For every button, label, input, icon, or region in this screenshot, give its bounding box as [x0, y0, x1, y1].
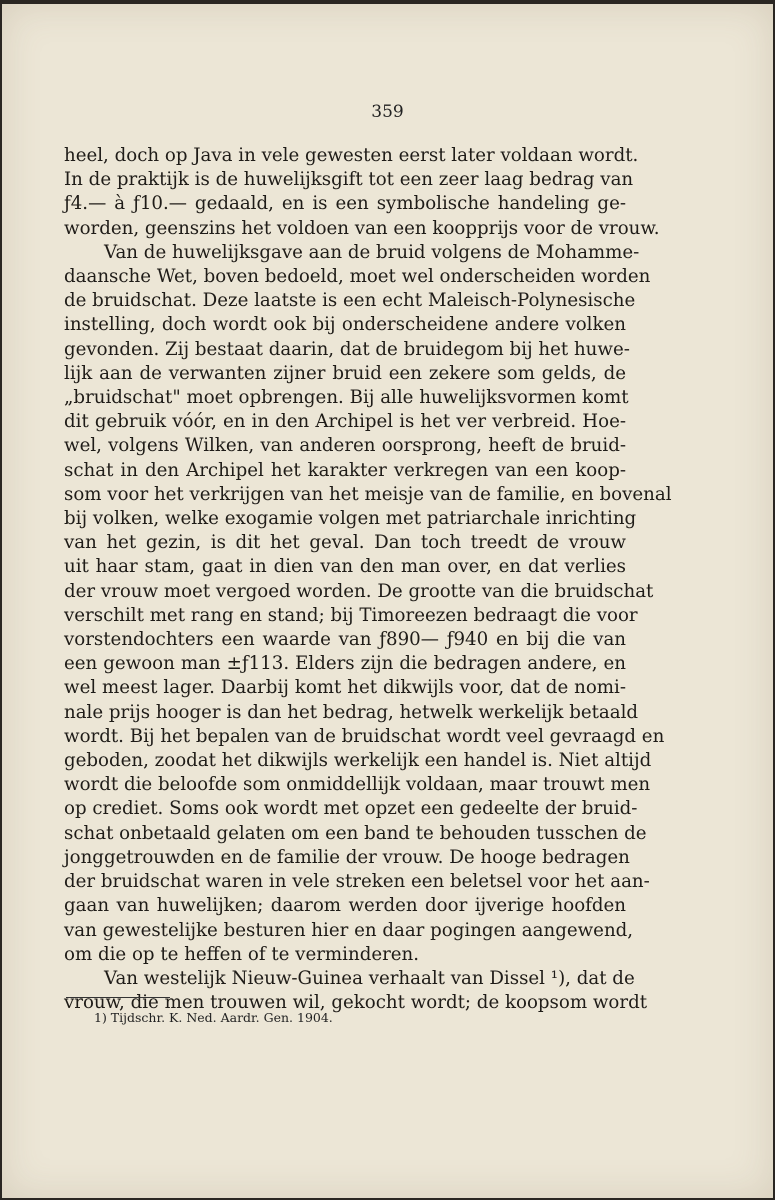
text-line: vorstendochters een waarde van ƒ890— ƒ940 en bij die van: [64, 629, 626, 651]
text-line: op crediet. Soms ook wordt met opzet een gedeelte der bruid-: [64, 798, 638, 820]
text-line: lijk aan de verwanten zijner bruid een zekere som gelds, de: [64, 362, 626, 384]
text-line: instelling, doch wordt ook bij onderscheidene andere volken: [64, 314, 626, 336]
body-text: [64, 144, 672, 1015]
text-line: nale prijs hooger is dan het bedrag, hetwelk werkelijk betaald: [64, 701, 639, 723]
text-line: om die op te heffen of te verminderen.: [64, 943, 420, 965]
text-line: een gewoon man ±ƒ113. Elders zijn die bedragen andere, en: [64, 653, 626, 675]
text-line: Van westelijk Nieuw-Guinea verhaalt van Dissel ¹), dat de: [104, 967, 635, 989]
footnote-divider: [66, 997, 170, 998]
text-line: gevonden. Zij bestaat daarin, dat de bruidegom bij het huwe-: [64, 338, 630, 360]
text-line: „bruidschat" moet opbrengen. Bij alle huwelijksvormen komt: [64, 387, 629, 409]
text-line: geboden, zoodat het dikwijls werkelijk een handel is. Niet altijd: [64, 750, 652, 772]
text-line: worden, geenszins het voldoen van een koopprijs voor de vrouw.: [64, 217, 660, 239]
text-line: de bruidschat. Deze laatste is een echt Maleisch-Polynesische: [64, 290, 636, 312]
text-line: uit haar stam, gaat in dien van den man over, en dat verlies: [64, 556, 626, 578]
text-line: wel meest lager. Daarbij komt het dikwijls voor, dat de nomi-: [64, 677, 626, 699]
text-line: gaan van huwelijken; daarom werden door ijverige hoofden: [64, 895, 626, 917]
page-number: 359: [371, 102, 404, 122]
text-line: Van de huwelijksgave aan de bruid volgens de Mohamme-: [104, 241, 640, 263]
footnote: 1) Tijdschr. K. Ned. Aardr. Gen. 1904.: [94, 1010, 333, 1025]
text-line: bij volken, welke exogamie volgen met patriarchale inrichting: [64, 508, 637, 530]
text-line: der bruidschat waren in vele streken een beletsel voor het aan-: [64, 871, 650, 893]
text-line: In de praktijk is de huwelijksgift tot een zeer laag bedrag van: [64, 169, 634, 191]
text-line: heel, doch op Java in vele gewesten eerst later voldaan wordt.: [64, 145, 639, 166]
text-line: som voor het verkrijgen van het meisje van de familie, en bovenal: [64, 483, 672, 505]
text-line: schat onbetaald gelaten om een band te behouden tusschen de: [64, 822, 647, 844]
book-page: [2, 4, 773, 1198]
text-line: der vrouw moet vergoed worden. De grootte van die bruidschat: [64, 580, 654, 602]
text-line: daansche Wet, boven bedoeld, moet wel onderscheiden worden: [64, 266, 651, 288]
text-line: van het gezin, is dit het geval. Dan toch treedt de vrouw: [64, 532, 626, 554]
text-line: schat in den Archipel het karakter verkregen van een koop-: [64, 459, 626, 481]
text-line: wordt. Bij het bepalen van de bruidschat wordt veel gevraagd en: [64, 725, 665, 747]
text-line: dit gebruik vóór, en in den Archipel is het ver verbreid. Hoe-: [64, 411, 626, 433]
text-line: ƒ4.— à ƒ10.— gedaald, en is een symbolische handeling ge-: [64, 193, 626, 215]
text-line: jonggetrouwden en de familie der vrouw. De hooge bedragen: [64, 846, 630, 868]
text-line: wordt die beloofde som onmiddellijk voldaan, maar trouwt men: [64, 774, 651, 796]
text-line: wel, volgens Wilken, van anderen oorsprong, heeft de bruid-: [64, 435, 626, 457]
text-line: verschilt met rang en stand; bij Timoreezen bedraagt die voor: [64, 604, 638, 626]
text-line: van gewestelijke besturen hier en daar pogingen aangewend,: [64, 919, 634, 941]
text-line: vrouw, die men trouwen wil, gekocht wordt; de koopsom wordt: [64, 992, 648, 1014]
